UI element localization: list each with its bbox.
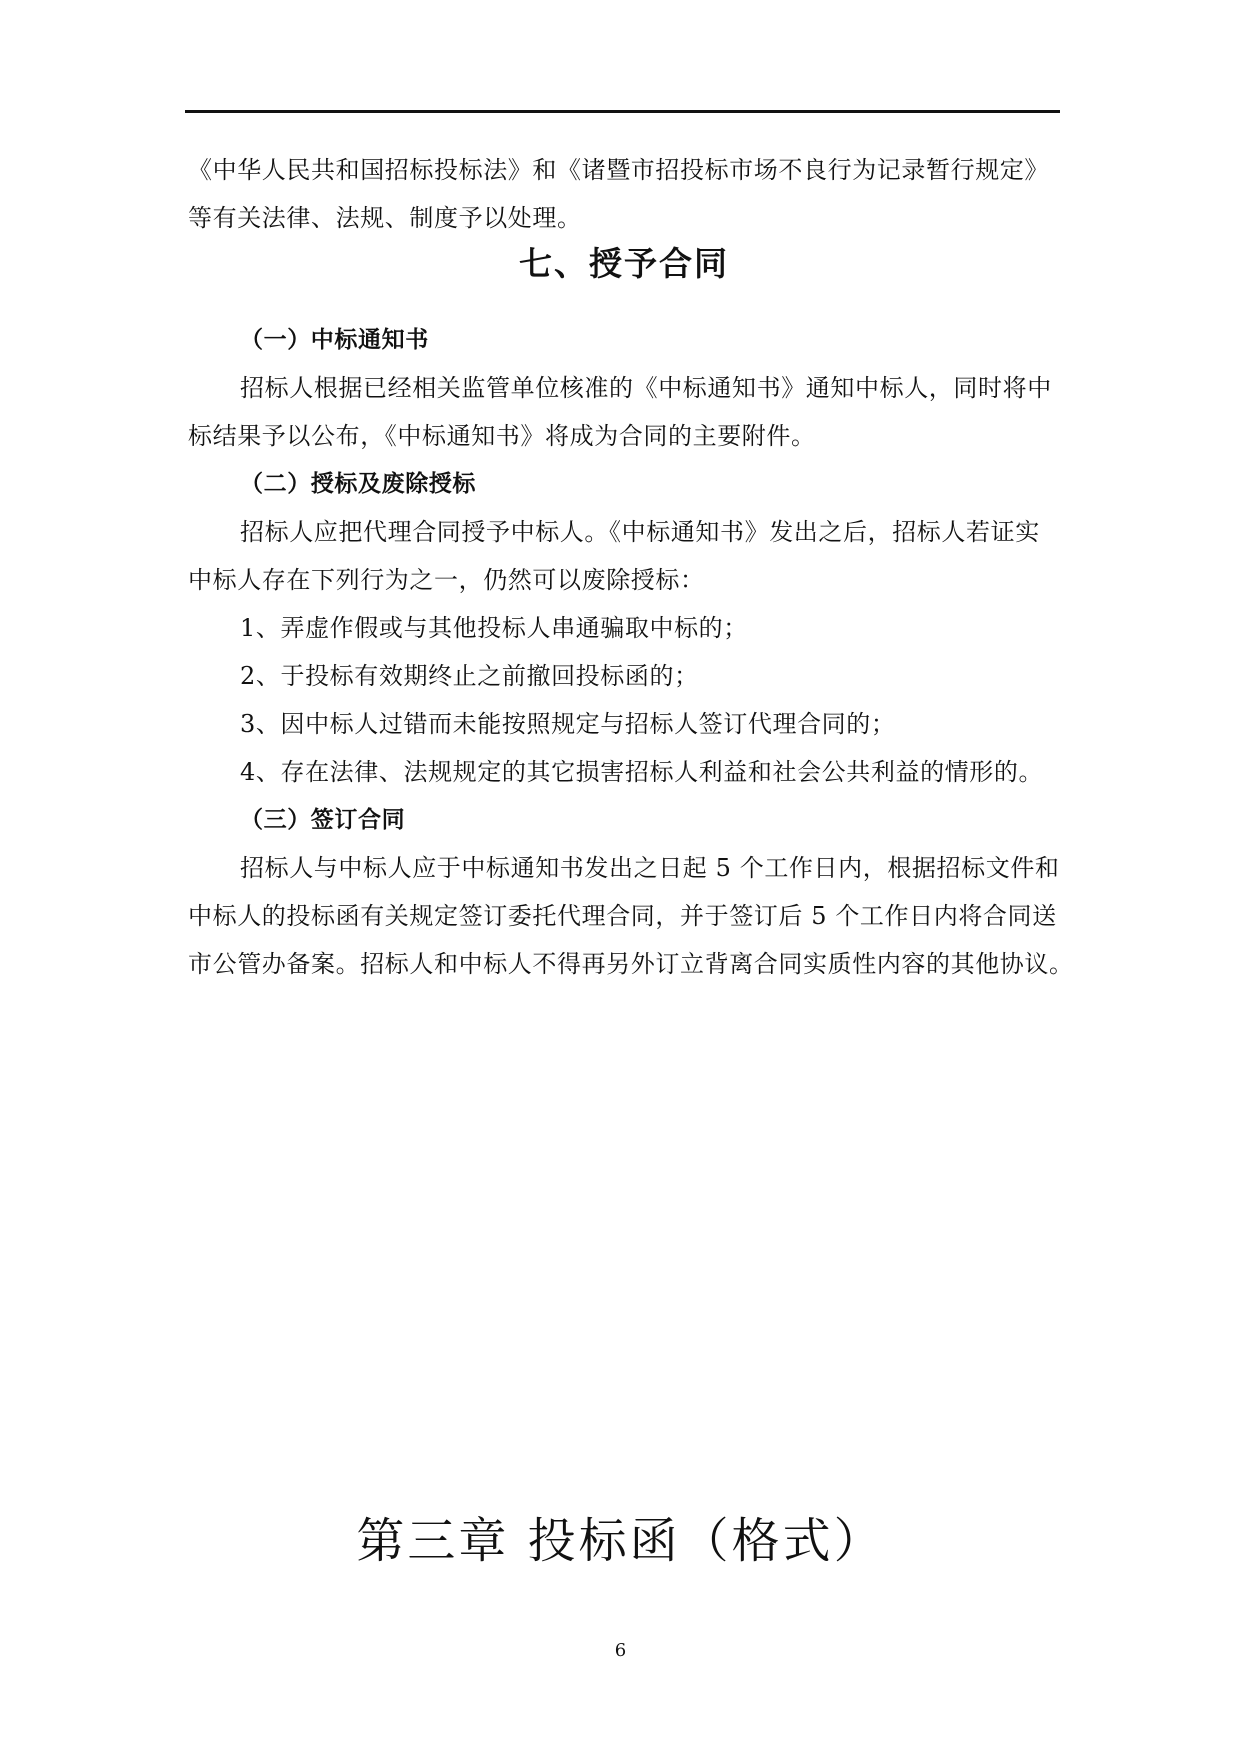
list-item: 1、弄虚作假或与其他投标人串通骗取中标的； — [240, 614, 748, 642]
paragraph-2-line-1: 招标人应把代理合同授予中标人。《中标通知书》发出之后，招标人若证实 — [240, 518, 1040, 546]
subsection-heading-1: （一）中标通知书 — [240, 327, 429, 353]
intro-line-1: 《中华人民共和国招标投标法》和《诸暨市招投标市场不良行为记录暂行规定》 — [188, 156, 1049, 184]
intro-line-2: 等有关法律、法规、制度予以处理。 — [188, 204, 582, 232]
paragraph-1-line-1: 招标人根据已经相关监管单位核准的《中标通知书》通知中标人，同时将中 — [240, 374, 1052, 402]
paragraph-1-line-2: 标结果予以公布，《中标通知书》将成为合同的主要附件。 — [188, 422, 816, 450]
list-item: 4、存在法律、法规规定的其它损害招标人利益和社会公共利益的情形的。 — [240, 758, 1044, 786]
chapter-title: 第三章 投标函（格式） — [356, 1513, 885, 1569]
paragraph-3-line-2: 中标人的投标函有关规定签订委托代理合同，并于签订后 5 个工作日内将合同送 — [188, 902, 1057, 930]
section-title: 七、授予合同 — [519, 244, 729, 283]
list-item: 2、于投标有效期终止之前撤回投标函的； — [240, 662, 699, 690]
page-number: 6 — [614, 1640, 627, 1661]
subsection-heading-2: （二）授标及废除授标 — [240, 471, 476, 497]
header-rule — [185, 110, 1060, 113]
paragraph-3-line-3: 市公管办备案。招标人和中标人不得再另外订立背离合同实质性内容的其他协议。 — [188, 950, 1074, 978]
subsection-heading-3: （三）签订合同 — [240, 807, 406, 833]
list-item: 3、因中标人过错而未能按照规定与招标人签订代理合同的； — [240, 710, 896, 738]
paragraph-2-line-2: 中标人存在下列行为之一，仍然可以废除授标： — [188, 566, 705, 594]
paragraph-3-line-1: 招标人与中标人应于中标通知书发出之日起 5 个工作日内，根据招标文件和 — [240, 854, 1060, 882]
